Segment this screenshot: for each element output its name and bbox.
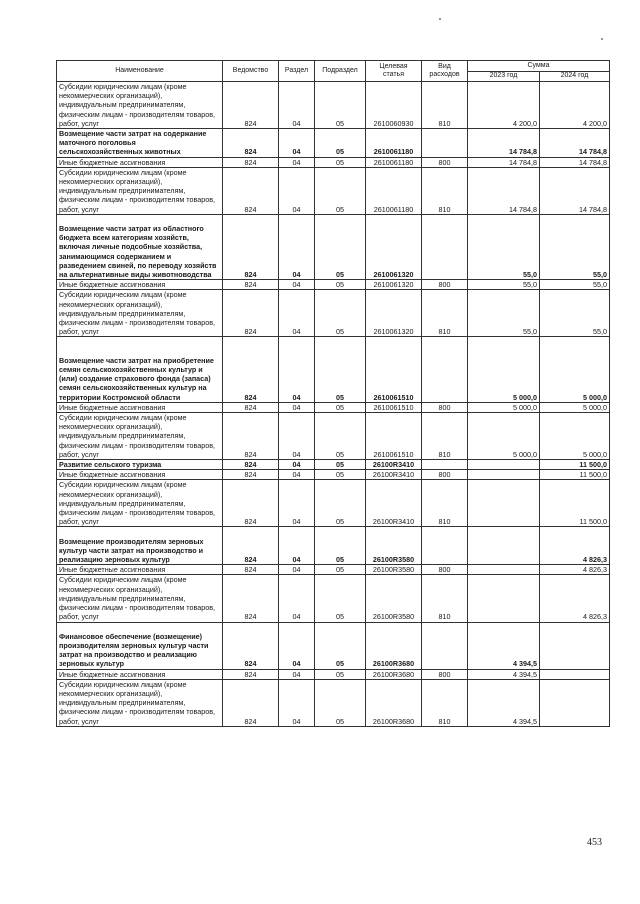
budget-table [56, 60, 610, 727]
cell-razdel: 04 [279, 480, 315, 527]
cell-sum-2024: 55,0 [540, 214, 610, 279]
cell-expense-type: 810 [422, 413, 468, 460]
cell-target-item: 2610061320 [366, 214, 422, 279]
cell-sum-2023: 14 784,8 [468, 129, 540, 158]
table-row [57, 460, 610, 470]
cell-vedomstvo: 824 [223, 402, 279, 412]
table-row [57, 129, 610, 158]
scan-speck [601, 38, 603, 40]
cell-name: Финансовое обеспечение (возмещение) производителям зерновых культур части затрат на производство и реализацию зерновых культур [57, 622, 223, 669]
cell-podrazdel: 05 [315, 565, 366, 575]
cell-sum-2024: 4 826,3 [540, 575, 610, 622]
cell-name: Возмещение производителям зерновых культур части затрат на производство и реализацию зерновых культур [57, 527, 223, 565]
table-row [57, 480, 610, 527]
cell-target-item: 26100R3580 [366, 575, 422, 622]
cell-sum-2023: 4 394,5 [468, 669, 540, 679]
cell-expense-type: 810 [422, 575, 468, 622]
cell-target-item: 26100R3680 [366, 622, 422, 669]
cell-razdel: 04 [279, 402, 315, 412]
table-row [57, 167, 610, 214]
cell-name: Развитие сельского туризма [57, 460, 223, 470]
cell-vedomstvo: 824 [223, 290, 279, 337]
cell-vedomstvo: 824 [223, 157, 279, 167]
cell-razdel: 04 [279, 290, 315, 337]
header-name: Наименование [57, 61, 223, 82]
cell-sum-2024: 5 000,0 [540, 337, 610, 402]
cell-sum-2023 [468, 480, 540, 527]
cell-target-item: 26100R3580 [366, 527, 422, 565]
cell-podrazdel: 05 [315, 82, 366, 129]
cell-expense-type [422, 214, 468, 279]
cell-razdel: 04 [279, 679, 315, 726]
cell-sum-2023: 55,0 [468, 214, 540, 279]
header-razdel: Раздел [279, 61, 315, 82]
cell-target-item: 2610061180 [366, 167, 422, 214]
cell-vedomstvo: 824 [223, 527, 279, 565]
cell-name: Иные бюджетные ассигнования [57, 669, 223, 679]
cell-sum-2024: 4 826,3 [540, 527, 610, 565]
cell-sum-2023: 55,0 [468, 290, 540, 337]
cell-expense-type: 800 [422, 669, 468, 679]
cell-sum-2023: 4 394,5 [468, 679, 540, 726]
cell-vedomstvo: 824 [223, 337, 279, 402]
cell-vedomstvo: 824 [223, 622, 279, 669]
cell-expense-type: 800 [422, 157, 468, 167]
cell-target-item: 26100R3580 [366, 565, 422, 575]
cell-sum-2024: 11 500,0 [540, 480, 610, 527]
cell-sum-2024: 11 500,0 [540, 460, 610, 470]
cell-expense-type [422, 527, 468, 565]
cell-razdel: 04 [279, 337, 315, 402]
cell-name: Иные бюджетные ассигнования [57, 157, 223, 167]
cell-vedomstvo: 824 [223, 167, 279, 214]
cell-vedomstvo: 824 [223, 129, 279, 158]
header-sum: Сумма [468, 61, 610, 72]
cell-target-item: 26100R3410 [366, 460, 422, 470]
table-row [57, 622, 610, 669]
table-row [57, 565, 610, 575]
cell-podrazdel: 05 [315, 622, 366, 669]
cell-expense-type: 800 [422, 402, 468, 412]
cell-sum-2024: 14 784,8 [540, 167, 610, 214]
cell-sum-2024: 11 500,0 [540, 470, 610, 480]
cell-target-item: 2610061510 [366, 337, 422, 402]
cell-razdel: 04 [279, 460, 315, 470]
cell-razdel: 04 [279, 622, 315, 669]
cell-name: Субсидии юридическим лицам (кроме некоммерческих организаций), индивидуальным предпринимателям, физическим лицам - производителям товаров, работ, услуг [57, 167, 223, 214]
cell-podrazdel: 05 [315, 157, 366, 167]
cell-sum-2024 [540, 622, 610, 669]
cell-expense-type: 810 [422, 290, 468, 337]
cell-sum-2023: 5 000,0 [468, 402, 540, 412]
cell-target-item: 2610061180 [366, 157, 422, 167]
cell-name: Субсидии юридическим лицам (кроме некоммерческих организаций), индивидуальным предпринимателям, физическим лицам - производителям товаров, работ, услуг [57, 413, 223, 460]
cell-sum-2023: 14 784,8 [468, 167, 540, 214]
cell-sum-2023: 55,0 [468, 280, 540, 290]
cell-vedomstvo: 824 [223, 413, 279, 460]
cell-vedomstvo: 824 [223, 679, 279, 726]
cell-vedomstvo: 824 [223, 575, 279, 622]
cell-razdel: 04 [279, 575, 315, 622]
table-row [57, 413, 610, 460]
header-year-2023: 2023 год [468, 72, 540, 82]
cell-name: Субсидии юридическим лицам (кроме некоммерческих организаций), индивидуальным предпринимателям, физическим лицам - производителям товаров, работ, услуг [57, 290, 223, 337]
cell-target-item: 26100R3680 [366, 669, 422, 679]
cell-razdel: 04 [279, 470, 315, 480]
table-row [57, 157, 610, 167]
header-vedomstvo: Ведомство [223, 61, 279, 82]
cell-razdel: 04 [279, 167, 315, 214]
cell-razdel: 04 [279, 82, 315, 129]
table-row [57, 290, 610, 337]
table-row [57, 214, 610, 279]
cell-vedomstvo: 824 [223, 280, 279, 290]
cell-razdel: 04 [279, 565, 315, 575]
cell-target-item: 2610061320 [366, 290, 422, 337]
cell-sum-2024: 5 000,0 [540, 413, 610, 460]
cell-target-item: 2610061320 [366, 280, 422, 290]
cell-podrazdel: 05 [315, 290, 366, 337]
cell-sum-2023: 4 200,0 [468, 82, 540, 129]
cell-target-item: 2610061510 [366, 402, 422, 412]
cell-sum-2024: 4 826,3 [540, 565, 610, 575]
cell-target-item: 2610061180 [366, 129, 422, 158]
cell-target-item: 2610061510 [366, 413, 422, 460]
table-row [57, 280, 610, 290]
cell-vedomstvo: 824 [223, 82, 279, 129]
cell-sum-2024: 14 784,8 [540, 157, 610, 167]
cell-sum-2024: 5 000,0 [540, 402, 610, 412]
cell-vedomstvo: 824 [223, 480, 279, 527]
cell-expense-type [422, 337, 468, 402]
cell-name: Возмещение части затрат на содержание маточного поголовья сельскохозяйственных животных [57, 129, 223, 158]
table-row [57, 527, 610, 565]
cell-name: Иные бюджетные ассигнования [57, 565, 223, 575]
cell-target-item: 26100R3410 [366, 470, 422, 480]
table-row [57, 669, 610, 679]
cell-razdel: 04 [279, 669, 315, 679]
cell-razdel: 04 [279, 527, 315, 565]
cell-sum-2023: 5 000,0 [468, 413, 540, 460]
cell-podrazdel: 05 [315, 460, 366, 470]
table-row [57, 575, 610, 622]
cell-target-item: 26100R3680 [366, 679, 422, 726]
cell-expense-type [422, 622, 468, 669]
cell-expense-type [422, 129, 468, 158]
cell-sum-2023 [468, 575, 540, 622]
cell-vedomstvo: 824 [223, 214, 279, 279]
budget-sheet [56, 60, 609, 727]
cell-razdel: 04 [279, 280, 315, 290]
cell-sum-2024 [540, 669, 610, 679]
cell-podrazdel: 05 [315, 527, 366, 565]
cell-vedomstvo: 824 [223, 470, 279, 480]
cell-podrazdel: 05 [315, 470, 366, 480]
cell-target-item: 2610060930 [366, 82, 422, 129]
cell-podrazdel: 05 [315, 480, 366, 527]
cell-sum-2023: 4 394,5 [468, 622, 540, 669]
cell-sum-2023: 5 000,0 [468, 337, 540, 402]
cell-podrazdel: 05 [315, 129, 366, 158]
cell-razdel: 04 [279, 413, 315, 460]
cell-sum-2024: 55,0 [540, 290, 610, 337]
cell-target-item: 26100R3410 [366, 480, 422, 527]
cell-podrazdel: 05 [315, 337, 366, 402]
cell-name: Иные бюджетные ассигнования [57, 280, 223, 290]
cell-expense-type: 800 [422, 565, 468, 575]
page-number: 453 [587, 837, 602, 848]
cell-sum-2023 [468, 460, 540, 470]
header-year-2024: 2024 год [540, 72, 610, 82]
cell-podrazdel: 05 [315, 413, 366, 460]
cell-name: Субсидии юридическим лицам (кроме некоммерческих организаций), индивидуальным предпринимателям, физическим лицам - производителям товаров, работ, услуг [57, 679, 223, 726]
cell-expense-type: 800 [422, 280, 468, 290]
cell-sum-2023: 14 784,8 [468, 157, 540, 167]
cell-expense-type: 810 [422, 82, 468, 129]
cell-vedomstvo: 824 [223, 460, 279, 470]
cell-podrazdel: 05 [315, 669, 366, 679]
table-body [57, 82, 610, 727]
cell-name: Субсидии юридическим лицам (кроме некоммерческих организаций), индивидуальным предпринимателям, физическим лицам - производителям товаров, работ, услуг [57, 82, 223, 129]
table-row [57, 82, 610, 129]
cell-expense-type: 810 [422, 167, 468, 214]
cell-sum-2024: 4 200,0 [540, 82, 610, 129]
cell-razdel: 04 [279, 129, 315, 158]
cell-podrazdel: 05 [315, 167, 366, 214]
cell-name: Субсидии юридическим лицам (кроме некоммерческих организаций), индивидуальным предпринимателям, физическим лицам - производителям товаров, работ, услуг [57, 575, 223, 622]
cell-razdel: 04 [279, 214, 315, 279]
table-row [57, 337, 610, 402]
table-row [57, 402, 610, 412]
cell-expense-type: 800 [422, 470, 468, 480]
cell-vedomstvo: 824 [223, 565, 279, 575]
table-row [57, 470, 610, 480]
cell-vedomstvo: 824 [223, 669, 279, 679]
header-target-item: Целевая статья [366, 61, 422, 82]
cell-expense-type [422, 460, 468, 470]
scan-speck [439, 18, 441, 20]
table-row [57, 679, 610, 726]
cell-name: Возмещение части затрат из областного бюджета всем категориям хозяйств, включая личные подсобные хозяйства, занимающимся содержанием и разведением свиней, по переводу хозяйств на альтернативные виды животноводства [57, 214, 223, 279]
cell-expense-type: 810 [422, 679, 468, 726]
cell-name: Иные бюджетные ассигнования [57, 470, 223, 480]
cell-razdel: 04 [279, 157, 315, 167]
cell-sum-2023 [468, 470, 540, 480]
cell-expense-type: 810 [422, 480, 468, 527]
header-podrazdel: Подраздел [315, 61, 366, 82]
cell-name: Иные бюджетные ассигнования [57, 402, 223, 412]
cell-name: Возмещение части затрат на приобретение семян сельскохозяйственных культур и (или) создание страхового фонда (запаса) семян сельскохозяйственных культур на территории Костромской области [57, 337, 223, 402]
cell-podrazdel: 05 [315, 402, 366, 412]
cell-sum-2023 [468, 565, 540, 575]
cell-podrazdel: 05 [315, 575, 366, 622]
cell-sum-2024: 55,0 [540, 280, 610, 290]
cell-name: Субсидии юридическим лицам (кроме некоммерческих организаций), индивидуальным предпринимателям, физическим лицам - производителям товаров, работ, услуг [57, 480, 223, 527]
cell-podrazdel: 05 [315, 679, 366, 726]
cell-sum-2024: 14 784,8 [540, 129, 610, 158]
cell-sum-2024 [540, 679, 610, 726]
cell-podrazdel: 05 [315, 214, 366, 279]
cell-podrazdel: 05 [315, 280, 366, 290]
cell-sum-2023 [468, 527, 540, 565]
header-expense-type: Вид расходов [422, 61, 468, 82]
